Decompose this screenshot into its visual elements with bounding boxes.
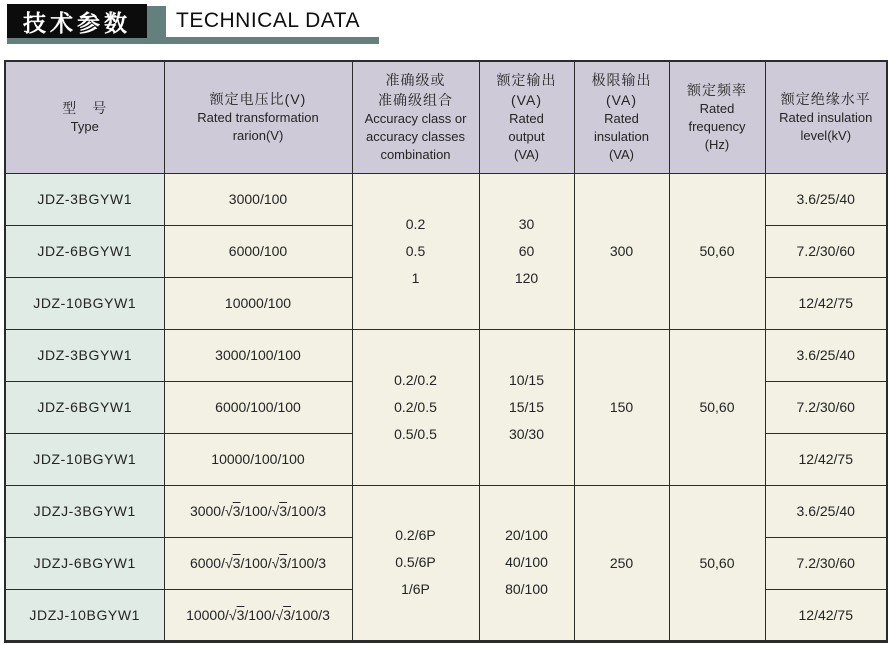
cell-model: JDZ-10BGYW1 [5, 433, 164, 485]
header-type-en: Type [70, 119, 99, 135]
technical-data-table [4, 60, 888, 643]
cell-level: 12/42/75 [765, 277, 887, 329]
cell-model: JDZJ-3BGYW1 [5, 485, 164, 537]
cell-limit: 300 [574, 173, 669, 329]
cell-level: 12/42/75 [765, 589, 887, 641]
sqrt-radicand: 3 [279, 555, 288, 571]
cell-ratio: 10000/100/100 [164, 433, 352, 485]
cell-ratio: 3000/√3/100/√3/100/3 [164, 485, 352, 537]
cell-frequency: 50,60 [669, 173, 765, 329]
table-row [5, 173, 887, 225]
sqrt-radicand: 3 [279, 503, 288, 519]
table-row [5, 329, 887, 381]
header-cell-output: 额定输出(VA) Rated output (VA) [479, 61, 574, 173]
cell-model: JDZ-10BGYW1 [5, 277, 164, 329]
cell-model: JDZ-6BGYW1 [5, 381, 164, 433]
cell-level: 7.2/30/60 [765, 381, 887, 433]
cell-ratio: 3000/100/100 [164, 329, 352, 381]
cell-frequency: 50,60 [669, 329, 765, 485]
title-underline [7, 37, 379, 44]
cell-accuracy: 0.2/0.2 0.2/0.5 0.5/0.5 [352, 329, 479, 485]
cell-level: 12/42/75 [765, 433, 887, 485]
cell-model: JDZ-3BGYW1 [5, 329, 164, 381]
header-cell-level: 额定绝缘水平 Rated insulation level(kV) [765, 61, 887, 173]
cell-ratio: 10000/100 [164, 277, 352, 329]
cell-level: 7.2/30/60 [765, 537, 887, 589]
cell-frequency: 50,60 [669, 485, 765, 641]
page-title-en: TECHNICAL DATA [176, 9, 360, 32]
cell-accuracy: 0.2 0.5 1 [352, 173, 479, 329]
cell-ratio: 6000/100/100 [164, 381, 352, 433]
cell-limit: 150 [574, 329, 669, 485]
cell-output: 20/100 40/100 80/100 [479, 485, 574, 641]
header-cell-frequency: 额定频率 Rated frequency (Hz) [669, 61, 765, 173]
cell-model: JDZ-6BGYW1 [5, 225, 164, 277]
sqrt-radicand: 3 [232, 555, 241, 571]
cell-model: JDZJ-6BGYW1 [5, 537, 164, 589]
cell-level: 3.6/25/40 [765, 485, 887, 537]
cell-model: JDZ-3BGYW1 [5, 173, 164, 225]
sqrt-radicand: 3 [283, 606, 291, 623]
cell-model: JDZJ-10BGYW1 [5, 589, 164, 641]
cell-output: 10/15 15/15 30/30 [479, 329, 574, 485]
page-title [7, 4, 379, 44]
table-row [5, 485, 887, 537]
sqrt-radicand: 3 [232, 503, 241, 519]
header-row [5, 61, 887, 173]
header-cell-type [5, 61, 164, 173]
cell-limit: 250 [574, 485, 669, 641]
title-accent-block [147, 6, 166, 44]
cell-ratio: 6000/√3/100/√3/100/3 [164, 537, 352, 589]
header-cell-accuracy: 准确级或 准确级组合 Accuracy class or accuracy classes combination [352, 61, 479, 173]
cell-level: 3.6/25/40 [765, 173, 887, 225]
header-cell-limit: 极限输出(VA) Rated insulation (VA) [574, 61, 669, 173]
cell-ratio: 6000/100 [164, 225, 352, 277]
cell-ratio: 3000/100 [164, 173, 352, 225]
header-type-cn: 型 号 [62, 100, 108, 117]
cell-accuracy: 0.2/6P 0.5/6P 1/6P [352, 485, 479, 641]
page-title-cn: 技术参数 [7, 4, 147, 38]
cell-ratio: 10000/√3/100/√3/100/3 [164, 589, 352, 641]
cell-level: 3.6/25/40 [765, 329, 887, 381]
header-cell-ratio: 额定电压比(V) Rated transformation rarion(V) [164, 61, 352, 173]
cell-output: 30 60 120 [479, 173, 574, 329]
cell-level: 7.2/30/60 [765, 225, 887, 277]
sqrt-radicand: 3 [236, 606, 245, 623]
